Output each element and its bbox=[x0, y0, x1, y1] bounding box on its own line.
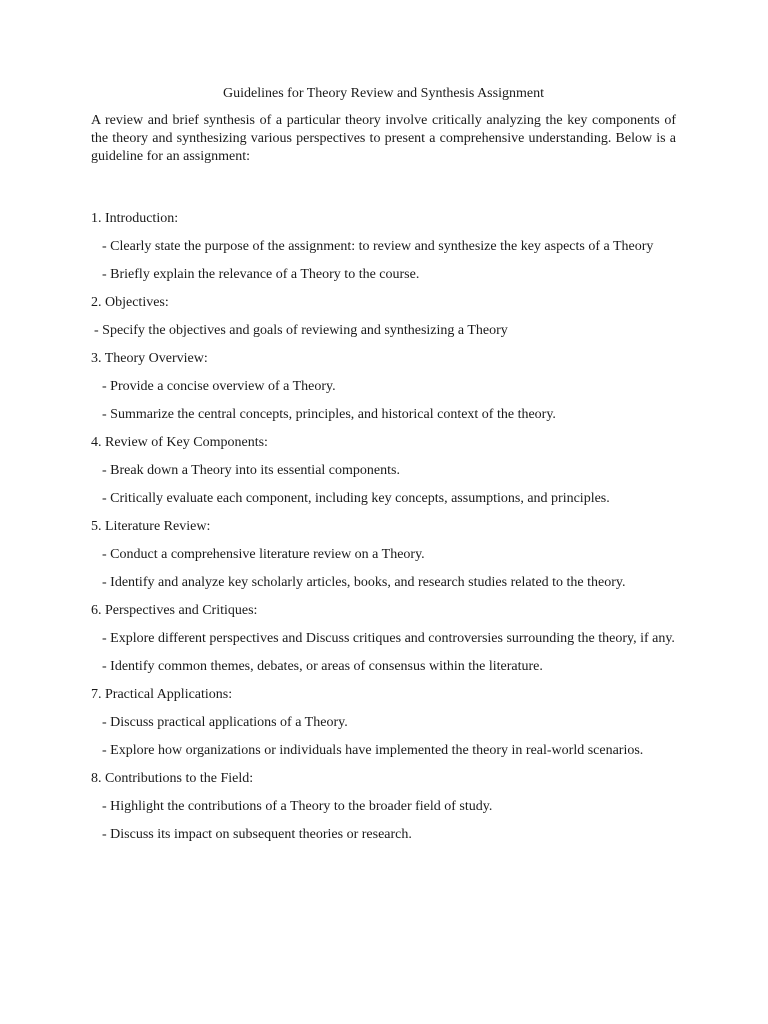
guideline-list bbox=[91, 210, 676, 844]
intro-paragraph: A review and brief synthesis of a particular theory involve critically analyzing the key components of the theory and synthesizing various perspectives to present a comprehensive understanding. Below is a guideline for an assignment: bbox=[91, 113, 676, 164]
page-title: Guidelines for Theory Review and Synthesis Assignment bbox=[223, 86, 544, 101]
section-heading: 8. Contributions to the Field: bbox=[91, 771, 254, 786]
guideline-bullet: - Highlight the contributions of a Theory to the broader field of study. bbox=[102, 799, 493, 814]
guideline-bullet: - Discuss its impact on subsequent theories or research. bbox=[102, 827, 412, 842]
guideline-bullet: - Specify the objectives and goals of reviewing and synthesizing a Theory bbox=[94, 323, 508, 338]
guideline-bullet: - Identify common themes, debates, or areas of consensus within the literature. bbox=[102, 659, 543, 674]
guideline-bullet: - Summarize the central concepts, principles, and historical context of the theory. bbox=[102, 407, 556, 422]
guideline-bullet: - Discuss practical applications of a Theory. bbox=[102, 715, 348, 730]
section-heading: 5. Literature Review: bbox=[91, 519, 211, 534]
section-heading: 3. Theory Overview: bbox=[91, 351, 208, 366]
section-heading: 7. Practical Applications: bbox=[91, 687, 233, 702]
guideline-bullet: - Provide a concise overview of a Theory. bbox=[102, 379, 336, 394]
guideline-bullet: - Clearly state the purpose of the assignment: to review and synthesize the key aspects of a Theory bbox=[102, 239, 654, 254]
guideline-bullet: - Briefly explain the relevance of a Theory to the course. bbox=[102, 267, 420, 282]
section-heading: 4. Review of Key Components: bbox=[91, 435, 268, 450]
section-heading: 1. Introduction: bbox=[91, 211, 179, 226]
section-heading: 6. Perspectives and Critiques: bbox=[91, 603, 258, 618]
guideline-bullet: - Conduct a comprehensive literature review on a Theory. bbox=[102, 547, 425, 562]
guideline-bullet: - Explore different perspectives and Discuss critiques and controversies surrounding the theory, if any. bbox=[102, 631, 675, 646]
guideline-bullet: - Critically evaluate each component, including key concepts, assumptions, and principles. bbox=[102, 491, 610, 506]
section-heading: 2. Objectives: bbox=[91, 295, 169, 310]
guideline-bullet: - Break down a Theory into its essential components. bbox=[102, 463, 400, 478]
guideline-bullet: - Identify and analyze key scholarly articles, books, and research studies related to the theory. bbox=[102, 575, 626, 590]
guideline-bullet: - Explore how organizations or individuals have implemented the theory in real-world scenarios. bbox=[102, 743, 644, 758]
